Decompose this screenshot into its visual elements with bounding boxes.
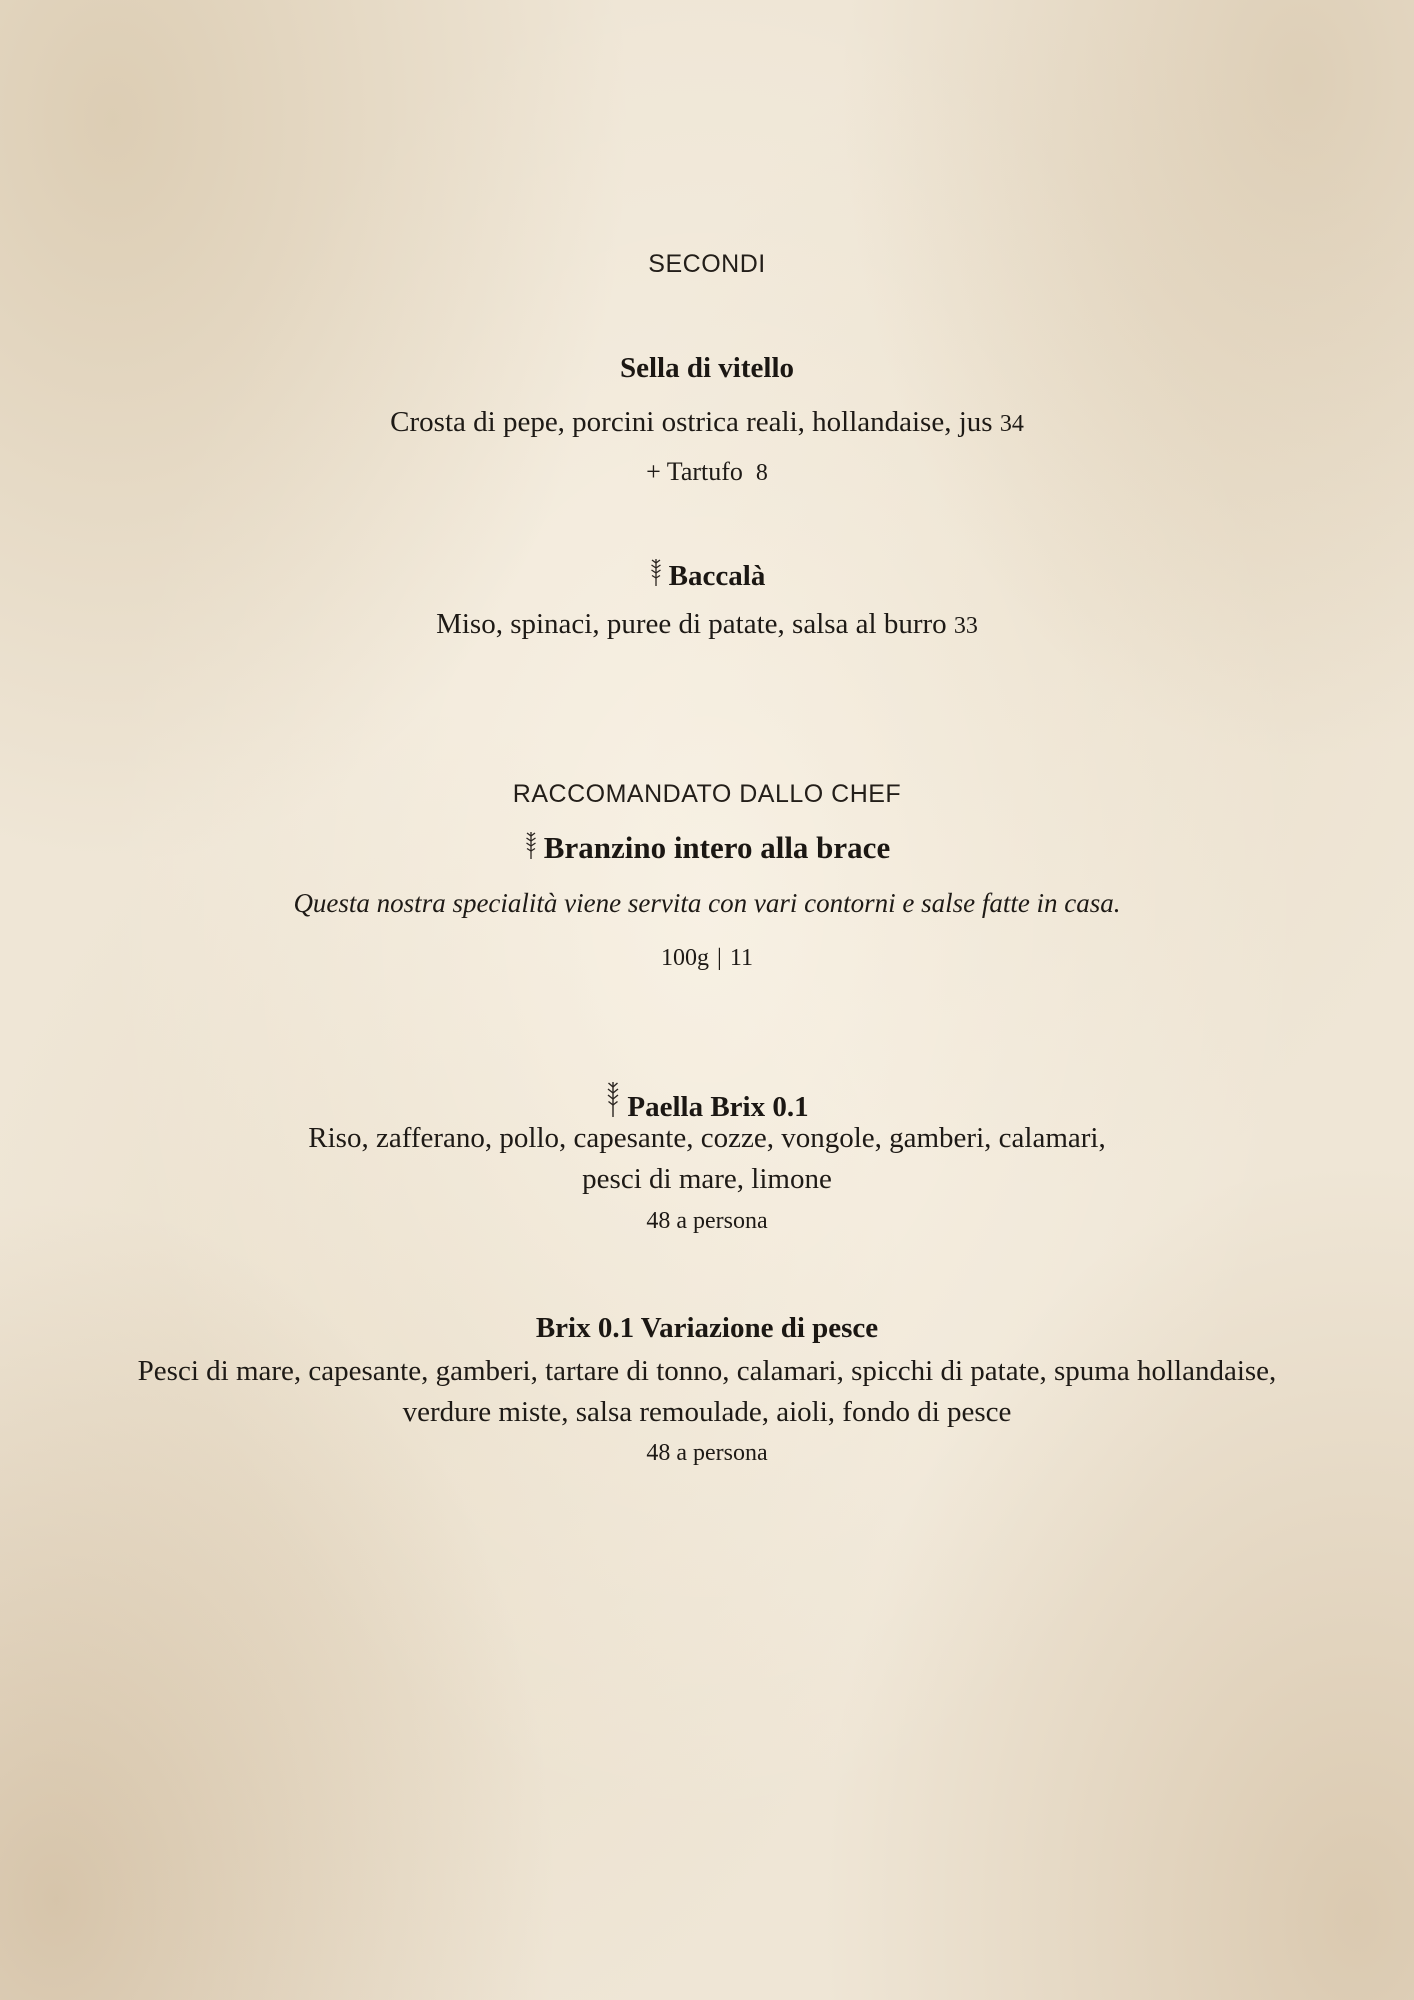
wheat-icon <box>649 557 663 595</box>
weight: 100g <box>661 945 710 971</box>
dish-price-variazione: 48 a persona <box>646 1440 768 1466</box>
dish-price-paella: 48 a persona <box>646 1208 768 1234</box>
section-title-secondi: SECONDI <box>648 250 766 278</box>
dish-name-baccala: Baccalà <box>668 560 766 592</box>
dish-name-baccala-row <box>0 557 1414 595</box>
price: 34 <box>999 411 1024 437</box>
dish-extra-tartufo <box>0 457 1414 487</box>
dish-name-paella: Paella Brix 0.1 <box>627 1091 809 1123</box>
dish-name-branzino: Branzino intero alla brace <box>543 830 891 865</box>
description-text: Crosta di pepe, porcini ostrica reali, hollandaise, jus <box>390 406 993 438</box>
description-text: Miso, spinaci, puree di patate, salsa al burro <box>436 608 947 640</box>
dish-note-branzino: Questa nostra specialità viene servita con vari contorni e salse fatte in casa. <box>293 888 1121 918</box>
extra-price: 8 <box>755 460 768 486</box>
dish-description-paella-line2: pesci di mare, limone <box>582 1163 832 1195</box>
dish-description-variazione-line1: Pesci di mare, capesante, gamberi, tartare di tonno, calamari, spicchi di patate, spuma hollandaise, <box>137 1355 1277 1387</box>
dish-name-sella-di-vitello: Sella di vitello <box>620 352 794 384</box>
separator: | <box>717 945 722 971</box>
wheat-icon <box>605 1080 621 1126</box>
section-title-chef: RACCOMANDATO DALLO CHEF <box>512 780 902 808</box>
extra-label: + Tartufo <box>646 457 743 486</box>
dish-name-paella-row <box>0 1080 1414 1126</box>
dish-name-variazione-di-pesce: Brix 0.1 Variazione di pesce <box>535 1312 879 1344</box>
dish-description-baccala <box>0 608 1414 641</box>
dish-name-branzino-row <box>0 830 1414 868</box>
dish-description-variazione-line2: verdure miste, salsa remoulade, aioli, fondo di pesce <box>402 1396 1012 1428</box>
wheat-icon <box>524 830 538 868</box>
price: 11 <box>729 945 753 971</box>
price: 33 <box>953 613 978 639</box>
dish-price-branzino <box>0 945 1414 972</box>
dish-description-paella-line1: Riso, zafferano, pollo, capesante, cozze, vongole, gamberi, calamari, <box>308 1122 1106 1154</box>
dish-description-sella-di-vitello <box>0 406 1414 439</box>
